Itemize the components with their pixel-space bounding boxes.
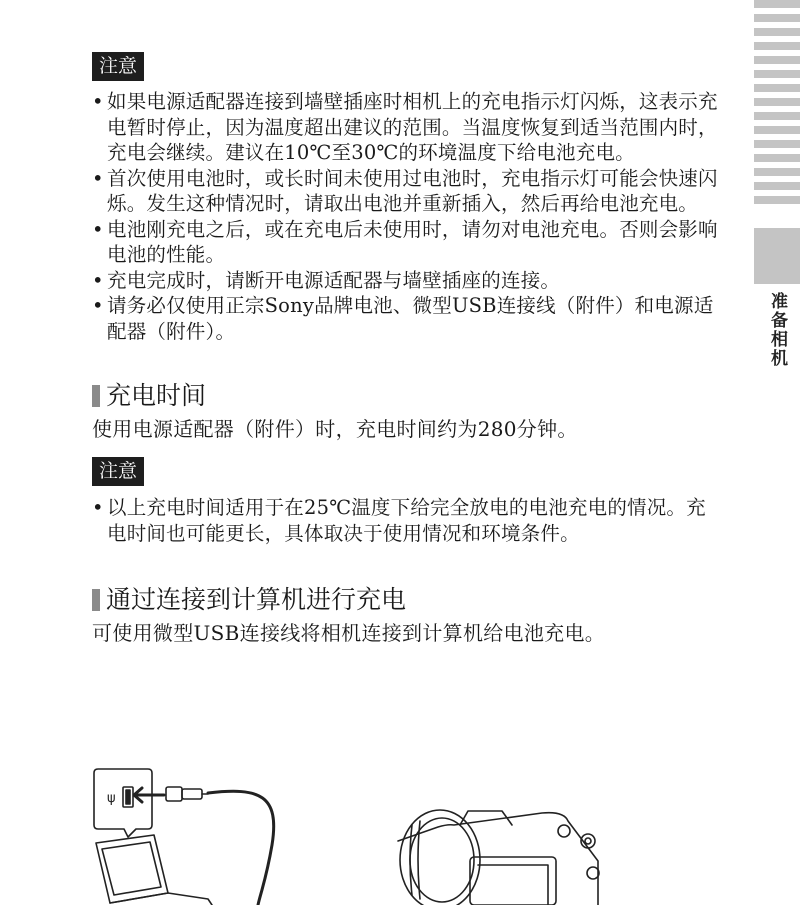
note-list-1: [92, 89, 722, 344]
note-badge: 注意: [92, 52, 144, 81]
side-tab-stripes: [754, 0, 800, 210]
section-body: 可使用微型USB连接线将相机连接到计算机给电池充电。: [92, 621, 606, 645]
side-tab-label: 准备相机: [767, 292, 787, 368]
list-item: • 首次使用电池时，或长时间未使用过电池时，充电指示灯可能会快速闪烁。发生这种情况时，请取出电池并重新插入，然后再给电池充电。: [92, 166, 722, 217]
section-title: 通过连接到计算机进行充电: [106, 585, 407, 614]
usb-charging-illustration: [90, 765, 610, 905]
list-item: • 电池刚充电之后，或在充电后未使用时，请勿对电池充电。否则会影响电池的性能。: [92, 217, 722, 268]
list-item: • 如果电源适配器连接到墙壁插座时相机上的充电指示灯闪烁，这表示充电暂时停止，因为温度超出建议的范围。当温度恢复到适当范围内时，充电会继续。建议在10℃至30℃的环境温度下给电池充电。: [92, 89, 722, 166]
section-body: 使用电源适配器（附件）时，充电时间约为280分钟。: [92, 417, 578, 441]
side-tab-block: [754, 228, 800, 284]
heading-marker: [92, 589, 100, 611]
section-heading-charging-time: [92, 380, 722, 412]
note-badge: 注意: [92, 457, 144, 486]
note-list-2: [92, 495, 722, 546]
usb-icon: ψ: [107, 791, 116, 806]
heading-marker: [92, 385, 100, 407]
list-item: • 充电完成时，请断开电源适配器与墙壁插座的连接。: [92, 268, 722, 294]
section-title: 充电时间: [106, 381, 207, 410]
list-item: • 请务必仅使用正宗Sony品牌电池、微型USB连接线（附件）和电源适配器（附件）。: [92, 293, 722, 344]
page-content: [92, 52, 722, 647]
list-item: • 以上充电时间适用于在25℃温度下给完全放电的电池充电的情况。充电时间也可能更长，具体取决于使用情况和环境条件。: [92, 495, 722, 546]
section-heading-computer-charging: [92, 584, 722, 616]
